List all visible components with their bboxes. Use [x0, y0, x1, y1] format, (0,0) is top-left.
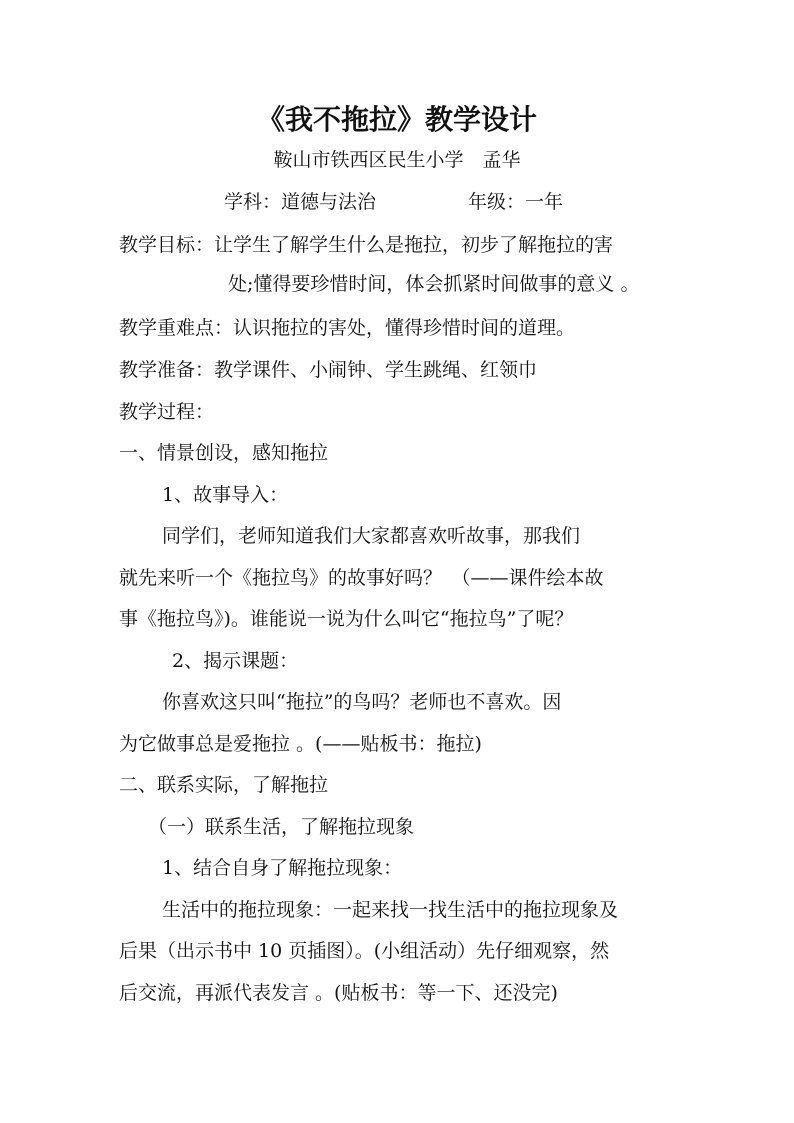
preparation: 教学准备：教学课件、小闹钟、学生跳绳、红领巾 — [119, 359, 538, 381]
paragraph-line: 后交流，再派代表发言 。(贴板书：等一下、还没完) — [119, 982, 558, 1004]
key-points: 教学重难点：认识拖拉的害处，懂得珍惜时间的道理。 — [119, 317, 576, 339]
subject-label: 学科：道德与法治 — [224, 191, 377, 213]
paragraph-line: 同学们，老师知道我们大家都喜欢听故事，那我们 — [162, 525, 581, 547]
grade-label: 年级：一年 — [468, 191, 564, 213]
item-heading-topic: 2、揭示课题： — [172, 650, 299, 672]
section-heading-1: 一、情景创设，感知拖拉 — [119, 442, 329, 464]
paragraph-line: 后果（出示书中 10 页插图）。(小组活动）先仔细观察，然 — [119, 940, 610, 962]
item-heading-self: 1、结合自身了解拖拉现象： — [162, 857, 403, 879]
teaching-goal-line-2: 处;懂得要珍惜时间，体会抓紧时间做事的意义 。 — [228, 273, 640, 295]
process-heading: 教学过程： — [119, 401, 215, 423]
author-line: 鞍山市铁西区民生小学 孟华 — [273, 149, 521, 171]
paragraph-line: 为它做事总是爱拖拉 。(——贴板书：拖拉) — [119, 733, 482, 755]
paragraph-line: 就先来听一个《拖拉鸟》的故事好吗？ （——课件绘本故 — [119, 567, 604, 589]
section-heading-2: 二、联系实际，了解拖拉 — [119, 774, 329, 796]
page-title: 《我不拖拉》教学设计 — [256, 103, 537, 136]
paragraph-line: 事《拖拉鸟》)。谁能说一说为什么叫它“拖拉鸟”了呢？ — [119, 608, 574, 630]
item-heading-story: 1、故事导入： — [162, 484, 289, 506]
paragraph-line: 你喜欢这只叫“拖拉”的鸟吗？老师也不喜欢。因 — [162, 691, 562, 713]
paragraph-line: 生活中的拖拉现象：一起来找一找生活中的拖拉现象及 — [162, 899, 619, 921]
subsection-heading: （一）联系生活，了解拖拉现象 — [148, 816, 415, 838]
teaching-goal-line-1: 教学目标：让学生了解学生什么是拖拉，初步了解拖拉的害 — [119, 234, 614, 256]
